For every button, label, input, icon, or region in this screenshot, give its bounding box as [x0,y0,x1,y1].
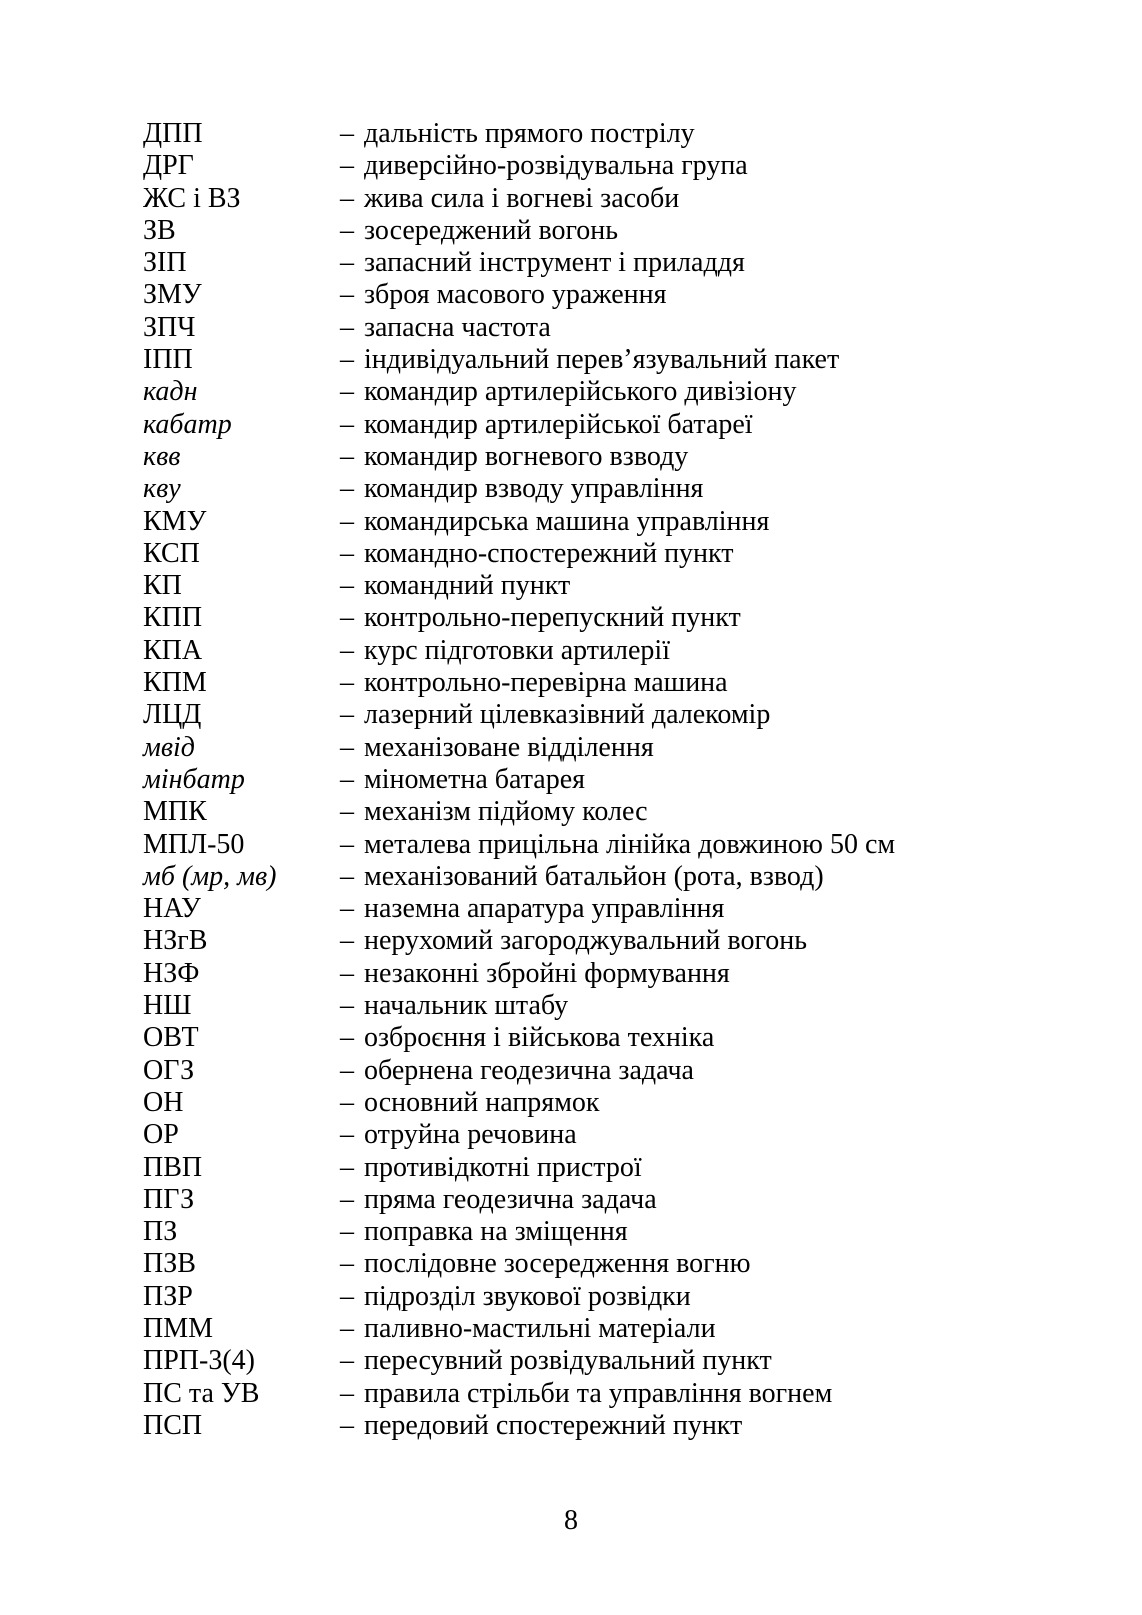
dash-separator: – [340,634,354,666]
dash-separator: – [340,1248,354,1280]
abbr-definition: командир артилерійського дивізіону [364,376,797,408]
dash-separator: – [340,1086,354,1118]
list-item [143,732,1023,764]
abbr-definition: індивідуальний перев’язувальний пакет [364,344,840,376]
abbr-definition: механізм підйому колес [364,796,648,828]
list-item [143,409,1023,441]
dash-separator: – [340,1119,354,1151]
dash-separator: – [340,893,354,925]
abbr-term: ОГЗ [143,1054,195,1086]
abbr-definition: противідкотні пристрої [364,1151,642,1183]
abbr-term: ЗПЧ [143,311,196,343]
abbr-definition: механізований батальйон (рота, взвод) [364,860,824,892]
list-item [143,796,1023,828]
abbr-definition: отруйна речовина [364,1119,577,1151]
dash-separator: – [340,763,354,795]
abbreviation-list [143,118,1023,1442]
dash-separator: – [340,537,354,569]
page-number: 8 [564,1505,578,1536]
dash-separator: – [340,990,354,1022]
abbr-definition: начальник штабу [364,990,569,1022]
abbr-term: ІПП [143,344,193,376]
abbr-term: ПРП-3(4) [143,1345,255,1377]
abbr-term: НАУ [143,893,201,925]
abbr-term: КПП [143,602,203,634]
list-item [143,1313,1023,1345]
list-item [143,699,1023,731]
abbr-definition: контрольно-перепускний пункт [364,602,741,634]
abbr-term: квв [143,440,181,472]
abbr-term: МПК [143,796,207,828]
list-item [143,215,1023,247]
list-item [143,990,1023,1022]
dash-separator: – [340,925,354,957]
abbr-term: ДРГ [143,150,194,182]
list-item [143,279,1023,311]
abbr-term: ОВТ [143,1022,199,1054]
list-item [143,1345,1023,1377]
list-item [143,1055,1023,1087]
dash-separator: – [340,1183,354,1215]
abbr-term: ЗІП [143,247,187,279]
list-item [143,1184,1023,1216]
abbr-term: НЗФ [143,957,200,989]
list-item [143,441,1023,473]
abbr-definition: командир артилерійської батареї [364,408,753,440]
abbr-term: НШ [143,990,192,1022]
abbr-term: мвід [143,731,195,763]
dash-separator: – [340,860,354,892]
abbr-term: ЖС і ВЗ [143,182,241,214]
abbr-definition: командно-спостережний пункт [364,537,734,569]
abbr-definition: запасний інструмент і приладдя [364,247,745,279]
abbr-term: кву [143,473,181,505]
dash-separator: – [340,505,354,537]
abbr-term: ПС та УВ [143,1377,260,1409]
abbr-definition: зброя масового ураження [364,279,667,311]
dash-separator: – [340,731,354,763]
abbr-term: ПММ [143,1312,214,1344]
dash-separator: – [340,118,354,149]
abbr-definition: підрозділ звукової розвідки [364,1280,691,1312]
list-item [143,1152,1023,1184]
dash-separator: – [340,473,354,505]
abbr-definition: зосереджений вогонь [364,214,619,246]
list-item [143,538,1023,570]
abbr-term: ОР [143,1119,179,1151]
abbr-term: ОН [143,1086,184,1118]
list-item [143,635,1023,667]
abbr-definition: дальність прямого пострілу [364,118,695,149]
abbr-term: ПЗР [143,1280,193,1312]
abbr-definition: лазерний цілевказівний далекомір [364,699,771,731]
abbr-definition: командний пункт [364,570,571,602]
dash-separator: – [340,1054,354,1086]
abbr-definition: командир взводу управління [364,473,704,505]
abbr-term: ПСП [143,1409,203,1441]
abbr-definition: паливно-мастильні матеріали [364,1312,716,1344]
abbr-term: ПВП [143,1151,203,1183]
list-item [143,506,1023,538]
list-item [143,1216,1023,1248]
list-item [143,247,1023,279]
list-item [143,473,1023,505]
list-item [143,344,1023,376]
abbr-term: ЛЦД [143,699,202,731]
list-item [143,570,1023,602]
dash-separator: – [340,570,354,602]
list-item [143,1281,1023,1313]
abbr-definition: командир вогневого взводу [364,440,689,472]
dash-separator: – [340,957,354,989]
abbr-term: НЗгВ [143,925,208,957]
list-item [143,376,1023,408]
list-item [143,312,1023,344]
abbr-definition: механізоване відділення [364,731,654,763]
abbr-definition: пряма геодезична задача [364,1183,657,1215]
dash-separator: – [340,1377,354,1409]
abbr-definition: металева прицільна лінійка довжиною 50 см [364,828,896,860]
abbr-term: КСП [143,537,200,569]
abbr-term: КМУ [143,505,207,537]
list-item [143,602,1023,634]
dash-separator: – [340,667,354,699]
abbr-definition: пересувний розвідувальний пункт [364,1345,772,1377]
dash-separator: – [340,408,354,440]
dash-separator: – [340,1312,354,1344]
abbr-definition: поправка на зміщення [364,1216,628,1248]
dash-separator: – [340,796,354,828]
list-item [143,1022,1023,1054]
dash-separator: – [340,247,354,279]
dash-separator: – [340,1022,354,1054]
list-item [143,764,1023,796]
dash-separator: – [340,828,354,860]
abbr-definition: контрольно-перевірна машина [364,667,728,699]
list-item [143,1410,1023,1442]
dash-separator: – [340,1280,354,1312]
dash-separator: – [340,1409,354,1441]
dash-separator: – [340,311,354,343]
dash-separator: – [340,440,354,472]
dash-separator: – [340,344,354,376]
abbr-definition: командирська машина управління [364,505,770,537]
dash-separator: – [340,279,354,311]
list-item [143,1087,1023,1119]
dash-separator: – [340,182,354,214]
abbr-term: мінбатр [143,763,245,795]
abbr-definition: наземна апаратура управління [364,893,725,925]
abbr-term: ДПП [143,118,203,149]
list-item [143,893,1023,925]
dash-separator: – [340,376,354,408]
list-item [143,118,1023,150]
dash-separator: – [340,1216,354,1248]
list-item [143,183,1023,215]
abbr-definition: послідовне зосередження вогню [364,1248,751,1280]
list-item [143,1248,1023,1280]
list-item [143,958,1023,990]
dash-separator: – [340,150,354,182]
list-item [143,1378,1023,1410]
abbr-term: КП [143,570,182,602]
abbr-definition: нерухомий загороджувальний вогонь [364,925,807,957]
abbr-definition: обернена геодезична задача [364,1054,694,1086]
abbr-definition: передовий спостережний пункт [364,1409,743,1441]
dash-separator: – [340,602,354,634]
abbr-definition: мінометна батарея [364,763,586,795]
abbr-definition: жива сила і вогневі засоби [364,182,680,214]
list-item [143,861,1023,893]
abbr-definition: запасна частота [364,311,551,343]
abbr-term: кабатр [143,408,232,440]
abbr-definition: основний напрямок [364,1086,600,1118]
abbr-term: ПЗ [143,1216,178,1248]
list-item [143,1119,1023,1151]
abbr-definition: диверсійно-розвідувальна група [364,150,748,182]
abbr-definition: курс підготовки артилерії [364,634,670,666]
abbr-definition: незаконні збройні формування [364,957,730,989]
abbr-term: КПМ [143,667,207,699]
abbr-term: КПА [143,634,203,666]
list-item [143,925,1023,957]
list-item [143,829,1023,861]
abbr-term: ЗМУ [143,279,202,311]
list-item [143,150,1023,182]
dash-separator: – [340,699,354,731]
list-item [143,667,1023,699]
abbr-term: ПЗВ [143,1248,196,1280]
dash-separator: – [340,1151,354,1183]
dash-separator: – [340,1345,354,1377]
abbr-term: ЗВ [143,214,176,246]
abbr-definition: правила стрільби та управління вогнем [364,1377,833,1409]
abbr-definition: озброєння і військова техніка [364,1022,715,1054]
abbr-term: ПГЗ [143,1183,195,1215]
abbr-term: кадн [143,376,198,408]
abbr-term: мб (мр, мв) [143,860,277,892]
dash-separator: – [340,214,354,246]
abbr-term: МПЛ-50 [143,828,245,860]
